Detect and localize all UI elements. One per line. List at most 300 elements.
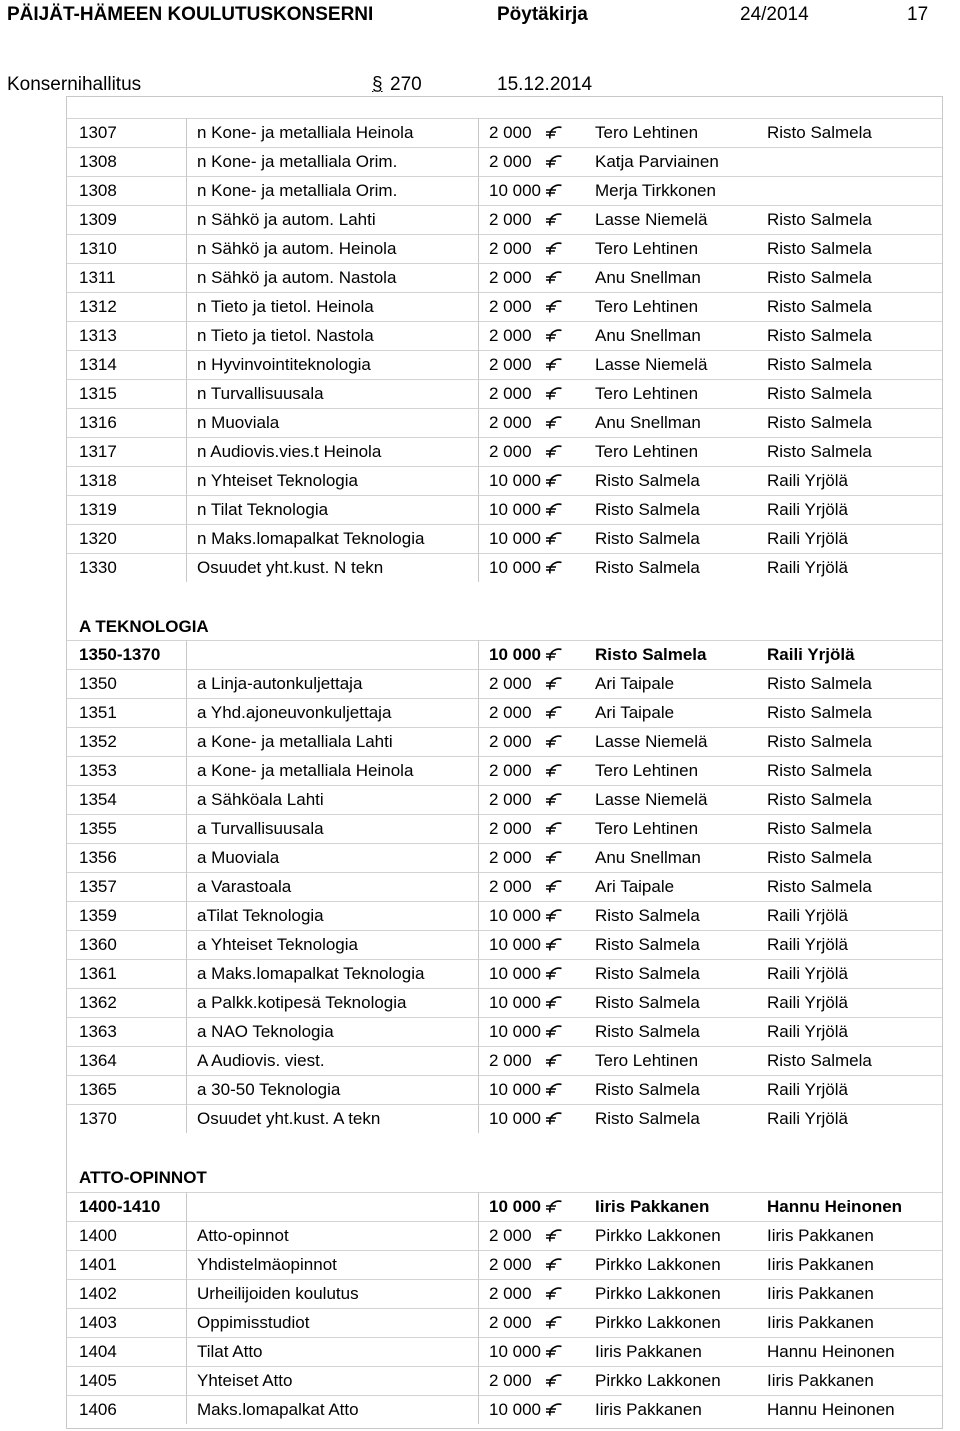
supervisor: Hannu Heinonen — [767, 1400, 895, 1419]
account-code: 1406 — [79, 1400, 117, 1419]
summary-row — [67, 640, 942, 670]
euro-icon — [545, 822, 563, 836]
account-code: 1404 — [79, 1342, 117, 1361]
table-row — [67, 350, 942, 380]
account-code: 1317 — [79, 442, 117, 461]
amount: 2 000 — [489, 1051, 532, 1070]
amount: 10 000 — [489, 1109, 541, 1128]
approver: Ari Taipale — [595, 703, 675, 722]
table-row — [67, 1221, 942, 1251]
table-row — [67, 524, 942, 554]
euro-icon — [545, 1229, 563, 1243]
account-name: a Varastoala — [197, 877, 292, 896]
account-name: Urheilijoiden koulutus — [197, 1284, 359, 1303]
amount: 2 000 — [489, 268, 532, 287]
account-name: Maks.lomapalkat Atto — [197, 1400, 359, 1419]
approver: Pirkko Lakkonen — [595, 1313, 721, 1332]
supervisor: Iiris Pakkanen — [767, 1255, 874, 1274]
account-name: Osuudet yht.kust. A tekn — [197, 1109, 381, 1128]
amount: 2 000 — [489, 413, 532, 432]
approver: Tero Lehtinen — [595, 1051, 699, 1070]
account-code: 1318 — [79, 471, 117, 490]
euro-icon — [545, 474, 563, 488]
table-row — [67, 1017, 942, 1047]
account-code: 1319 — [79, 500, 117, 519]
supervisor: Risto Salmela — [767, 384, 872, 403]
account-code: 1365 — [79, 1080, 117, 1099]
euro-icon — [545, 996, 563, 1010]
account-name: n Maks.lomapalkat Teknologia — [197, 529, 425, 548]
account-name: Yhteiset Atto — [197, 1371, 293, 1390]
approver: Anu Snellman — [595, 268, 701, 287]
account-code: 1350 — [79, 674, 117, 693]
table-row — [67, 843, 942, 873]
table-row — [67, 959, 942, 989]
euro-icon — [545, 155, 563, 169]
account-code: 1313 — [79, 326, 117, 345]
euro-icon — [545, 242, 563, 256]
account-name: n Hyvinvointiteknologia — [197, 355, 371, 374]
euro-icon — [545, 1258, 563, 1272]
account-name: a Turvallisuusala — [197, 819, 324, 838]
account-name: n Turvallisuusala — [197, 384, 324, 403]
amount: 2 000 — [489, 1226, 532, 1245]
euro-icon — [545, 1287, 563, 1301]
amount: 2 000 — [489, 355, 532, 374]
supervisor: Risto Salmela — [767, 442, 872, 461]
euro-icon — [545, 1200, 563, 1214]
account-name: Yhdistelmäopinnot — [197, 1255, 337, 1274]
supervisor: Raili Yrjölä — [767, 993, 848, 1012]
account-code: 1362 — [79, 993, 117, 1012]
supervisor: Raili Yrjölä — [767, 471, 848, 490]
amount: 2 000 — [489, 210, 532, 229]
column-divider — [478, 640, 479, 1133]
supervisor: Risto Salmela — [767, 819, 872, 838]
euro-icon — [545, 532, 563, 546]
table-row — [67, 1250, 942, 1280]
amount: 10 000 — [489, 500, 541, 519]
amount: 10 000 — [489, 645, 541, 664]
euro-icon — [545, 1054, 563, 1068]
amount: 2 000 — [489, 1284, 532, 1303]
account-code: 1351 — [79, 703, 117, 722]
amount: 2 000 — [489, 732, 532, 751]
supervisor: Risto Salmela — [767, 326, 872, 345]
supervisor: Iiris Pakkanen — [767, 1313, 874, 1332]
approver: Risto Salmela — [595, 529, 700, 548]
account-code: 1356 — [79, 848, 117, 867]
account-name: n Yhteiset Teknologia — [197, 471, 358, 490]
approver: Tero Lehtinen — [595, 442, 699, 461]
euro-icon — [545, 126, 563, 140]
account-code: 1359 — [79, 906, 117, 925]
account-code: 1403 — [79, 1313, 117, 1332]
table-row — [67, 1075, 942, 1105]
section-symbol: § — [372, 74, 383, 95]
account-code: 1400-1410 — [79, 1197, 161, 1216]
euro-icon — [545, 1403, 563, 1417]
account-name: a Palkk.kotipesä Teknologia — [197, 993, 407, 1012]
account-code: 1361 — [79, 964, 117, 983]
account-code: 1310 — [79, 239, 117, 258]
supervisor: Raili Yrjölä — [767, 1109, 848, 1128]
account-name: a Kone- ja metalliala Lahti — [197, 732, 393, 751]
supervisor: Raili Yrjölä — [767, 935, 848, 954]
amount: 2 000 — [489, 877, 532, 896]
supervisor: Risto Salmela — [767, 210, 872, 229]
euro-icon — [545, 271, 563, 285]
supervisor: Raili Yrjölä — [767, 529, 848, 548]
euro-icon — [545, 561, 563, 575]
table-row — [67, 292, 942, 322]
table-row — [67, 466, 942, 496]
euro-icon — [545, 445, 563, 459]
account-code: 1370 — [79, 1109, 117, 1128]
euro-icon — [545, 1112, 563, 1126]
column-divider — [478, 1192, 479, 1424]
account-code: 1402 — [79, 1284, 117, 1303]
amount: 10 000 — [489, 906, 541, 925]
amount: 10 000 — [489, 558, 541, 577]
amount: 10 000 — [489, 993, 541, 1012]
amount: 2 000 — [489, 326, 532, 345]
table-row — [67, 1395, 942, 1425]
supervisor: Risto Salmela — [767, 848, 872, 867]
table-row — [67, 756, 942, 786]
euro-icon — [545, 938, 563, 952]
euro-icon — [545, 735, 563, 749]
euro-icon — [545, 851, 563, 865]
approver: Lasse Niemelä — [595, 355, 708, 374]
account-code: 1401 — [79, 1255, 117, 1274]
approver: Anu Snellman — [595, 413, 701, 432]
euro-icon — [545, 1025, 563, 1039]
euro-icon — [545, 387, 563, 401]
account-name: n Muoviala — [197, 413, 280, 432]
column-divider — [186, 1192, 187, 1424]
table-row — [67, 437, 942, 467]
account-code: 1405 — [79, 1371, 117, 1390]
table-row — [67, 1046, 942, 1076]
euro-icon — [545, 184, 563, 198]
account-name: n Tieto ja tietol. Heinola — [197, 297, 374, 316]
column-divider — [478, 118, 479, 582]
account-name: n Kone- ja metalliala Orim. — [197, 152, 398, 171]
account-name: Tilat Atto — [197, 1342, 263, 1361]
euro-icon — [545, 329, 563, 343]
amount: 10 000 — [489, 181, 541, 200]
table-row — [67, 379, 942, 409]
page-number: 17 — [907, 4, 929, 25]
account-code: 1350-1370 — [79, 645, 161, 664]
amount: 2 000 — [489, 819, 532, 838]
account-code: 1357 — [79, 877, 117, 896]
supervisor: Risto Salmela — [767, 268, 872, 287]
account-code: 1352 — [79, 732, 117, 751]
account-name: a Linja-autonkuljettaja — [197, 674, 363, 693]
euro-icon — [545, 213, 563, 227]
approver: Risto Salmela — [595, 964, 700, 983]
doc-number: 24/2014 — [740, 4, 809, 25]
approver: Risto Salmela — [595, 906, 700, 925]
amount: 10 000 — [489, 529, 541, 548]
euro-icon — [545, 1083, 563, 1097]
body-name: Konsernihallitus — [7, 74, 142, 95]
account-code: 1355 — [79, 819, 117, 838]
approver: Ari Taipale — [595, 674, 675, 693]
approver: Tero Lehtinen — [595, 761, 699, 780]
approver: Risto Salmela — [595, 993, 700, 1012]
table-right-border — [942, 96, 943, 1429]
account-name: n Kone- ja metalliala Orim. — [197, 181, 398, 200]
amount: 2 000 — [489, 384, 532, 403]
supervisor: Risto Salmela — [767, 790, 872, 809]
approver: Risto Salmela — [595, 645, 707, 664]
approver: Risto Salmela — [595, 1109, 700, 1128]
amount: 2 000 — [489, 239, 532, 258]
table-row — [67, 901, 942, 931]
euro-icon — [545, 793, 563, 807]
supervisor: Risto Salmela — [767, 123, 872, 142]
table-bottom-border — [66, 1428, 943, 1429]
supervisor: Raili Yrjölä — [767, 558, 848, 577]
account-name: n Sähkö ja autom. Heinola — [197, 239, 397, 258]
amount: 10 000 — [489, 1197, 541, 1216]
account-name: a Muoviala — [197, 848, 280, 867]
approver: Risto Salmela — [595, 558, 700, 577]
approver: Merja Tirkkonen — [595, 181, 716, 200]
euro-icon — [545, 416, 563, 430]
supervisor: Risto Salmela — [767, 703, 872, 722]
table-row — [67, 727, 942, 757]
euro-icon — [545, 764, 563, 778]
approver: Iiris Pakkanen — [595, 1342, 702, 1361]
amount: 10 000 — [489, 1400, 541, 1419]
column-divider — [186, 118, 187, 582]
approver: Tero Lehtinen — [595, 819, 699, 838]
table-row — [67, 1337, 942, 1367]
table-row — [67, 321, 942, 351]
approver: Pirkko Lakkonen — [595, 1226, 721, 1245]
table-row — [67, 814, 942, 844]
column-divider — [186, 640, 187, 1133]
table-row — [67, 1366, 942, 1396]
supervisor: Raili Yrjölä — [767, 645, 855, 664]
table-row — [67, 930, 942, 960]
supervisor: Hannu Heinonen — [767, 1342, 895, 1361]
table-row — [67, 147, 942, 177]
amount: 2 000 — [489, 1313, 532, 1332]
account-code: 1316 — [79, 413, 117, 432]
approver: Anu Snellman — [595, 326, 701, 345]
amount: 2 000 — [489, 1371, 532, 1390]
table-row — [67, 408, 942, 438]
supervisor: Risto Salmela — [767, 674, 872, 693]
approver: Pirkko Lakkonen — [595, 1255, 721, 1274]
table-row — [67, 1104, 942, 1134]
summary-row — [67, 1192, 942, 1222]
table-top-border — [66, 96, 942, 97]
euro-icon — [545, 1345, 563, 1359]
account-name: a Yhteiset Teknologia — [197, 935, 358, 954]
account-code: 1363 — [79, 1022, 117, 1041]
euro-icon — [545, 1316, 563, 1330]
account-code: 1360 — [79, 935, 117, 954]
account-code: 1330 — [79, 558, 117, 577]
supervisor: Risto Salmela — [767, 413, 872, 432]
euro-icon — [545, 1374, 563, 1388]
supervisor: Raili Yrjölä — [767, 906, 848, 925]
section-title-a-teknologia: A TEKNOLOGIA — [79, 617, 209, 636]
account-name: a Sähköala Lahti — [197, 790, 324, 809]
supervisor: Risto Salmela — [767, 732, 872, 751]
table-row — [67, 263, 942, 293]
table-row — [67, 1308, 942, 1338]
account-name: n Kone- ja metalliala Heinola — [197, 123, 414, 142]
amount: 10 000 — [489, 1080, 541, 1099]
section-title-atto-opinnot: ATTO-OPINNOT — [79, 1168, 207, 1187]
supervisor: Hannu Heinonen — [767, 1197, 903, 1216]
euro-icon — [545, 648, 563, 662]
table-row — [67, 669, 942, 699]
euro-icon — [545, 677, 563, 691]
amount: 2 000 — [489, 848, 532, 867]
account-code: 1307 — [79, 123, 117, 142]
approver: Tero Lehtinen — [595, 123, 699, 142]
euro-icon — [545, 300, 563, 314]
table-row — [67, 1279, 942, 1309]
table-row — [67, 176, 942, 206]
account-name: Atto-opinnot — [197, 1226, 289, 1245]
supervisor: Raili Yrjölä — [767, 964, 848, 983]
table-row — [67, 988, 942, 1018]
amount: 2 000 — [489, 703, 532, 722]
account-code: 1311 — [79, 268, 116, 287]
euro-icon — [545, 358, 563, 372]
amount: 2 000 — [489, 152, 532, 171]
account-name: n Sähkö ja autom. Lahti — [197, 210, 376, 229]
euro-icon — [545, 967, 563, 981]
account-name: n Audiovis.vies.t Heinola — [197, 442, 382, 461]
amount: 10 000 — [489, 471, 541, 490]
euro-icon — [545, 909, 563, 923]
supervisor: Iiris Pakkanen — [767, 1284, 874, 1303]
table-row — [67, 234, 942, 264]
account-code: 1320 — [79, 529, 117, 548]
account-code: 1354 — [79, 790, 117, 809]
account-code: 1312 — [79, 297, 117, 316]
euro-icon — [545, 706, 563, 720]
approver: Lasse Niemelä — [595, 732, 708, 751]
table-row — [67, 785, 942, 815]
approver: Risto Salmela — [595, 1022, 700, 1041]
euro-icon — [545, 503, 563, 517]
approver: Risto Salmela — [595, 935, 700, 954]
doc-type: Pöytäkirja — [497, 4, 588, 25]
account-name: A Audiovis. viest. — [197, 1051, 325, 1070]
table-row — [67, 872, 942, 902]
account-name: a NAO Teknologia — [197, 1022, 334, 1041]
amount: 2 000 — [489, 1255, 532, 1274]
amount: 2 000 — [489, 790, 532, 809]
account-code: 1308 — [79, 152, 117, 171]
supervisor: Risto Salmela — [767, 877, 872, 896]
supervisor: Risto Salmela — [767, 761, 872, 780]
account-name: n Sähkö ja autom. Nastola — [197, 268, 397, 287]
approver: Lasse Niemelä — [595, 210, 708, 229]
amount: 2 000 — [489, 297, 532, 316]
euro-icon — [545, 880, 563, 894]
approver: Tero Lehtinen — [595, 239, 699, 258]
amount: 2 000 — [489, 442, 532, 461]
account-code: 1309 — [79, 210, 117, 229]
table-row — [67, 205, 942, 235]
meeting-header — [0, 66, 960, 98]
meeting-date: 15.12.2014 — [497, 74, 593, 95]
account-code: 1314 — [79, 355, 117, 374]
amount: 10 000 — [489, 935, 541, 954]
table-row — [67, 553, 942, 583]
account-name: a Maks.lomapalkat Teknologia — [197, 964, 425, 983]
approver: Tero Lehtinen — [595, 297, 699, 316]
supervisor: Iiris Pakkanen — [767, 1371, 874, 1390]
account-name: a 30-50 Teknologia — [197, 1080, 341, 1099]
amount: 2 000 — [489, 761, 532, 780]
account-name: a Kone- ja metalliala Heinola — [197, 761, 414, 780]
supervisor: Raili Yrjölä — [767, 1022, 848, 1041]
table-row — [67, 118, 942, 148]
supervisor: Risto Salmela — [767, 1051, 872, 1070]
section-number: 270 — [390, 74, 422, 95]
account-name: n Tieto ja tietol. Nastola — [197, 326, 374, 345]
amount: 2 000 — [489, 123, 532, 142]
approver: Pirkko Lakkonen — [595, 1284, 721, 1303]
approver: Ari Taipale — [595, 877, 675, 896]
supervisor: Raili Yrjölä — [767, 500, 848, 519]
table-row — [67, 495, 942, 525]
account-name: Osuudet yht.kust. N tekn — [197, 558, 384, 577]
supervisor: Iiris Pakkanen — [767, 1226, 874, 1245]
amount: 10 000 — [489, 1022, 541, 1041]
approver: Risto Salmela — [595, 1080, 700, 1099]
supervisor: Raili Yrjölä — [767, 1080, 848, 1099]
approver: Risto Salmela — [595, 500, 700, 519]
org-name: PÄIJÄT-HÄMEEN KOULUTUSKONSERNI — [7, 4, 374, 25]
account-name: a Yhd.ajoneuvonkuljettaja — [197, 703, 392, 722]
approver: Lasse Niemelä — [595, 790, 708, 809]
amount: 10 000 — [489, 1342, 541, 1361]
approver: Tero Lehtinen — [595, 384, 699, 403]
account-name: n Tilat Teknologia — [197, 500, 329, 519]
account-code: 1315 — [79, 384, 117, 403]
account-name: aTilat Teknologia — [197, 906, 324, 925]
amount: 2 000 — [489, 674, 532, 693]
document-header — [0, 0, 960, 32]
account-name: Oppimisstudiot — [197, 1313, 310, 1332]
approver: Anu Snellman — [595, 848, 701, 867]
approver: Iiris Pakkanen — [595, 1197, 710, 1216]
account-code: 1308 — [79, 181, 117, 200]
amount: 10 000 — [489, 964, 541, 983]
approver: Pirkko Lakkonen — [595, 1371, 721, 1390]
approver: Katja Parviainen — [595, 152, 719, 171]
table-row — [67, 698, 942, 728]
supervisor: Risto Salmela — [767, 297, 872, 316]
account-code: 1353 — [79, 761, 117, 780]
supervisor: Risto Salmela — [767, 239, 872, 258]
account-code: 1400 — [79, 1226, 117, 1245]
